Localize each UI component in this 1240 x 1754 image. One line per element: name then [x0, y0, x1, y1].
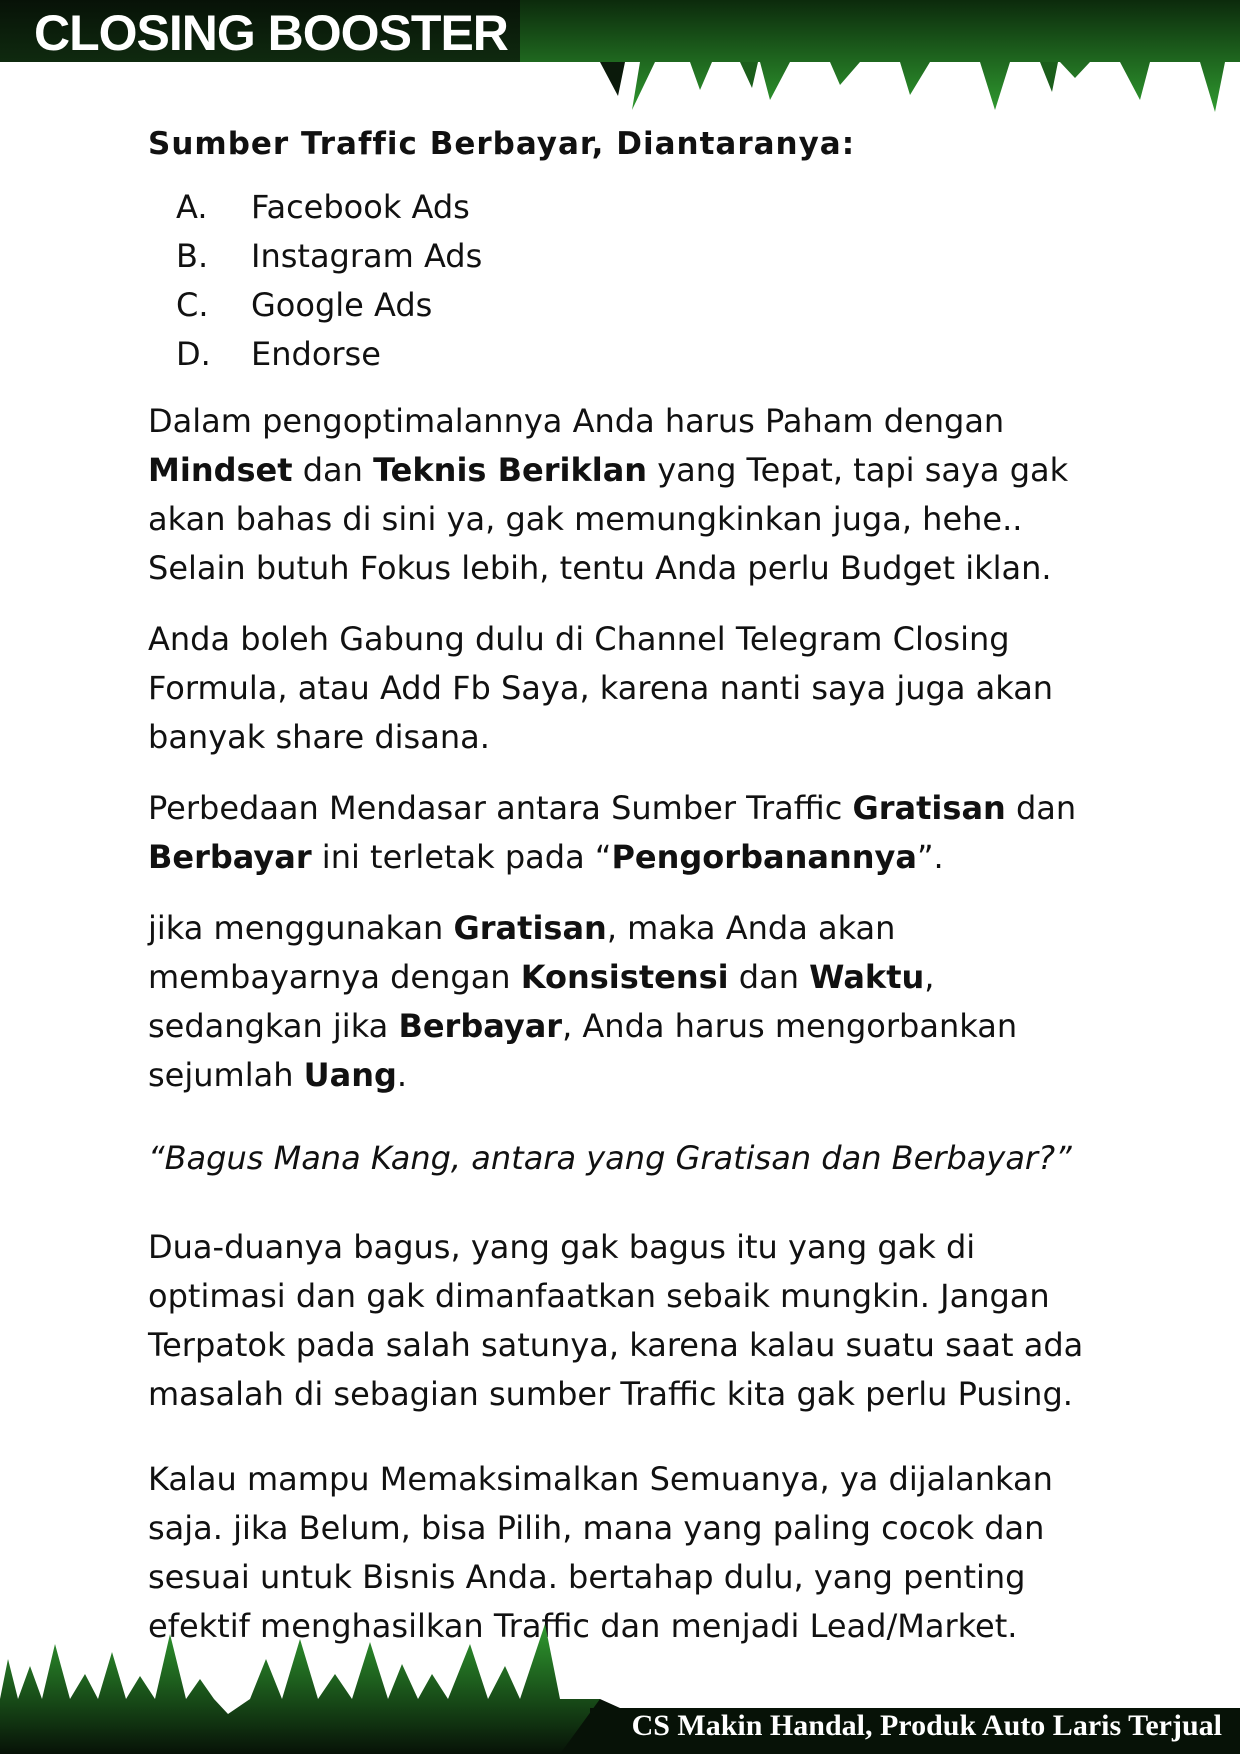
list-item-label: Facebook Ads — [251, 188, 470, 226]
section-heading: Sumber Traffic Berbayar, Diantaranya: — [148, 126, 856, 162]
text-run: , Anda harus mengorbankan sejumlah — [148, 1007, 1018, 1094]
document-body — [148, 120, 1108, 1673]
bold-text: Mindset — [148, 451, 293, 489]
list-marker: C. — [176, 286, 209, 324]
text-run: dan — [728, 958, 810, 996]
text-run: jika menggunakan — [148, 909, 454, 947]
list-item — [148, 183, 1108, 232]
text-run: dan — [1005, 789, 1077, 827]
paragraph-difference — [148, 784, 1108, 882]
paragraph-telegram: Anda boleh Gabung dulu di Channel Telegram Closing Formula, atau Add Fb Saya, karena nanti saya juga akan banyak share disana. — [148, 620, 1054, 756]
bold-text: Pengorbanannya — [611, 838, 917, 876]
text-run: yang Tepat, tapi saya gak akan bahas di sini ya, gak memungkinkan juga, hehe.. Selain butuh Fokus lebih, tentu Anda perlu Budget iklan. — [148, 451, 1069, 587]
bold-text: Teknis Beriklan — [373, 451, 648, 489]
bold-text: Gratisan — [852, 789, 1006, 827]
list-item-label: Endorse — [251, 335, 381, 373]
text-run: , sedangkan jika — [148, 958, 935, 1045]
text-run: . — [396, 1056, 408, 1094]
list-item-label: Instagram Ads — [251, 237, 483, 275]
paragraph-maximize: Kalau mampu Memaksimalkan Semuanya, ya dijalankan saja. jika Belum, bisa Pilih, mana yang paling cocok dan sesuai untuk Bisnis Anda. bertahap dulu, yang penting efektif menghasilkan Traffic dan menjadi Lead/Market. — [148, 1460, 1053, 1645]
paragraph-both-good: Dua-duanya bagus, yang gak bagus itu yang gak di optimasi dan gak dimanfaatkan sebaik mungkin. Jangan Terpatok pada salah satunya, karena kalau suatu saat ada masalah di sebagian sumber Traffic kita gak perlu Pusing. — [148, 1228, 1084, 1413]
quote-question: “Bagus Mana Kang, antara yang Gratisan dan Berbayar?” — [148, 1139, 1072, 1177]
page-footer-tagline: CS Makin Handal, Produk Auto Laris Terjual — [631, 1709, 1222, 1742]
text-run: dan — [292, 451, 374, 489]
list-marker: A. — [176, 188, 208, 226]
bold-text: Berbayar — [148, 838, 312, 876]
text-run: ”. — [916, 838, 944, 876]
paragraph-mindset — [148, 397, 1108, 593]
bold-text: Gratisan — [453, 909, 607, 947]
page-header-title: CLOSING BOOSTER — [34, 5, 508, 61]
paragraph-cost — [148, 904, 1108, 1100]
paid-traffic-list — [148, 183, 1108, 379]
bold-text: Konsistensi — [520, 958, 729, 996]
bold-text: Berbayar — [398, 1007, 563, 1045]
list-marker: B. — [176, 237, 209, 275]
list-item — [148, 232, 1108, 281]
text-run: ini terletak pada “ — [311, 838, 612, 876]
list-item — [148, 330, 1108, 379]
list-marker: D. — [176, 335, 211, 373]
bold-text: Uang — [303, 1056, 397, 1094]
text-run: , maka Anda akan membayarnya dengan — [148, 909, 896, 996]
list-item — [148, 281, 1108, 330]
text-run: Perbedaan Mendasar antara Sumber Traffic — [148, 789, 853, 827]
text-run: Dalam pengoptimalannya Anda harus Paham dengan — [148, 402, 1005, 440]
bold-text: Waktu — [809, 958, 925, 996]
list-item-label: Google Ads — [251, 286, 433, 324]
